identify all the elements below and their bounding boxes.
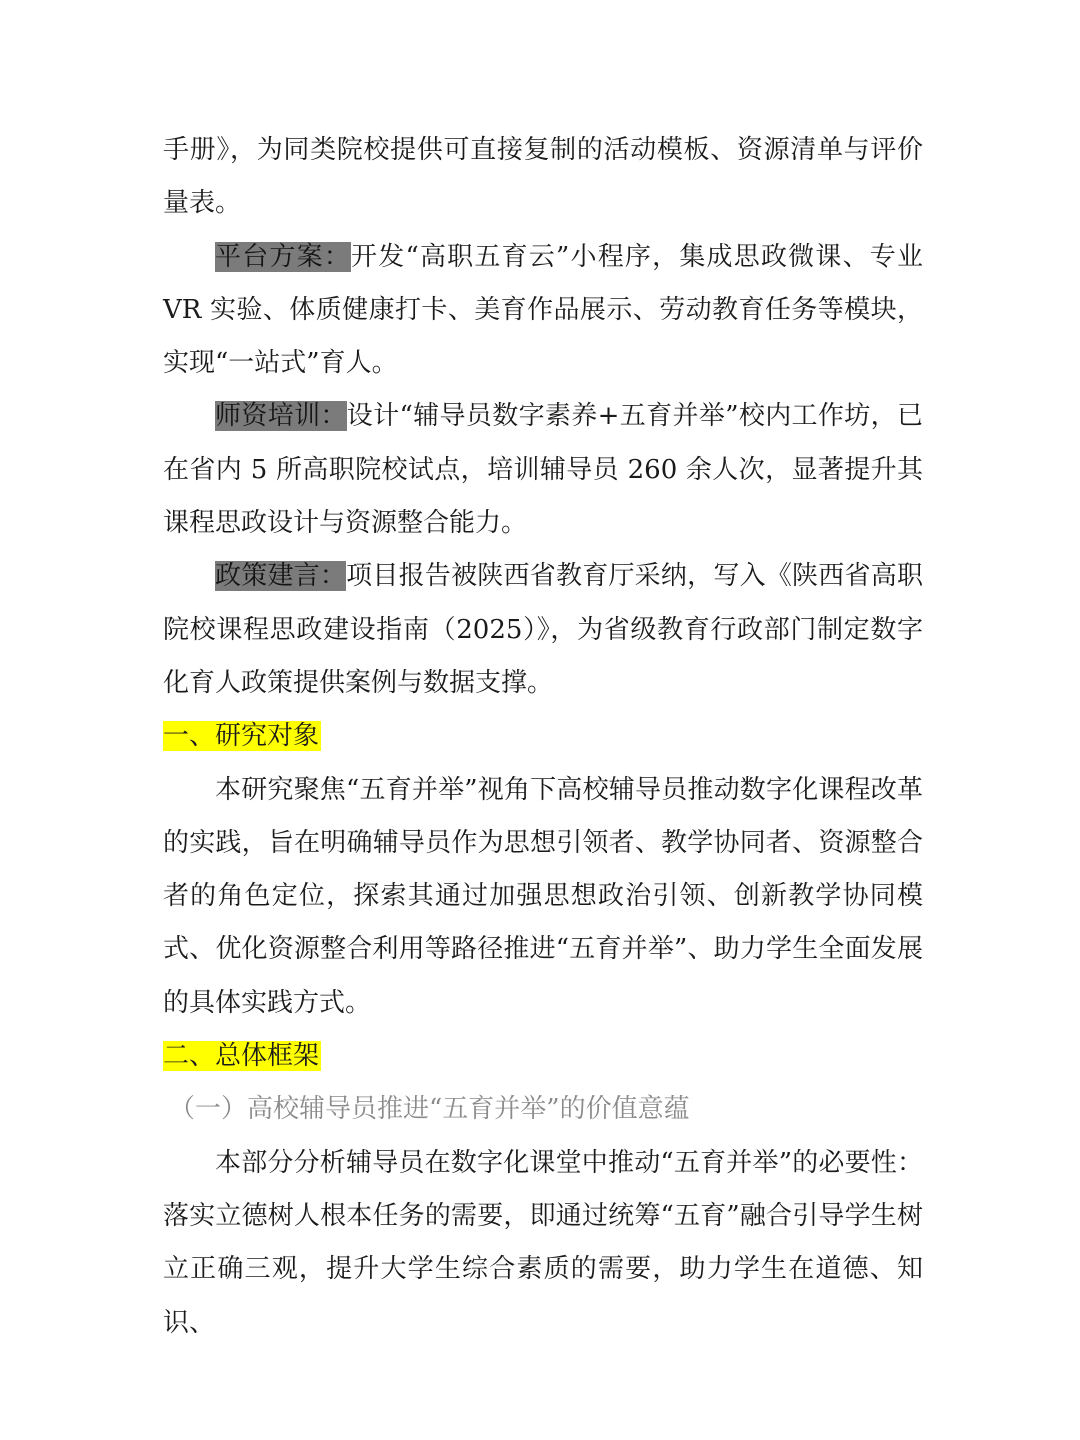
policy-advice-text: 项目报告被陕西省教育厅采纳，写入《陕西省高职院校课程思政建设指南（2025）》，为省级教育行政部门制定数字化育人政策提供案例与数据支撑。 xyxy=(163,561,923,698)
section-heading-overall-framework xyxy=(163,1030,923,1083)
teacher-training-label: 师资培训： xyxy=(215,401,347,432)
subsection-heading-value: （一）高校辅导员推进“五育并举”的价值意蕴 xyxy=(169,1094,690,1125)
research-object-heading-text: 一、研究对象 xyxy=(163,721,320,752)
platform-plan-label: 平台方案： xyxy=(215,241,352,272)
paragraph-teacher-training xyxy=(163,390,923,550)
overall-framework-heading-text: 二、总体框架 xyxy=(163,1041,320,1072)
paragraph-value-analysis: 本部分分析辅导员在数字化课堂中推动“五育并举”的必要性：落实立德树人根本任务的需要，即通过统筹“五育”融合引导学生树立正确三观，提升大学生综合素质的需要，助力学生在道德、知识、 xyxy=(163,1147,923,1338)
paragraph-continued: 手册》，为同类院校提供可直接复制的活动模板、资源清单与评价量表。 xyxy=(163,135,923,219)
paragraph-platform-plan xyxy=(163,231,923,391)
paragraph-research-object: 本研究聚焦“五育并举”视角下高校辅导员推动数字化课程改革的实践，旨在明确辅导员作为思想引领者、教学协同者、资源整合者的角色定位，探索其通过加强思想政治引领、创新教学协同模式、优化资源整合利用等路径推进“五育并举”、助力学生全面发展的具体实践方式。 xyxy=(163,774,923,1018)
teacher-training-text: 设计“辅导员数字素养+五育并举”校内工作坊，已在省内 5 所高职院校试点，培训辅导员 260 余人次，显著提升其课程思政设计与资源整合能力。 xyxy=(163,401,923,539)
paragraph-policy-advice xyxy=(163,550,923,710)
document-body xyxy=(163,124,923,1350)
section-heading-research-object xyxy=(163,710,923,763)
platform-plan-text: 开发“高职五育云”小程序，集成思政微课、专业 VR 实验、体质健康打卡、美育作品展示、劳动教育任务等模块，实现“一站式”育人。 xyxy=(163,241,923,379)
policy-advice-label: 政策建言： xyxy=(215,561,347,592)
